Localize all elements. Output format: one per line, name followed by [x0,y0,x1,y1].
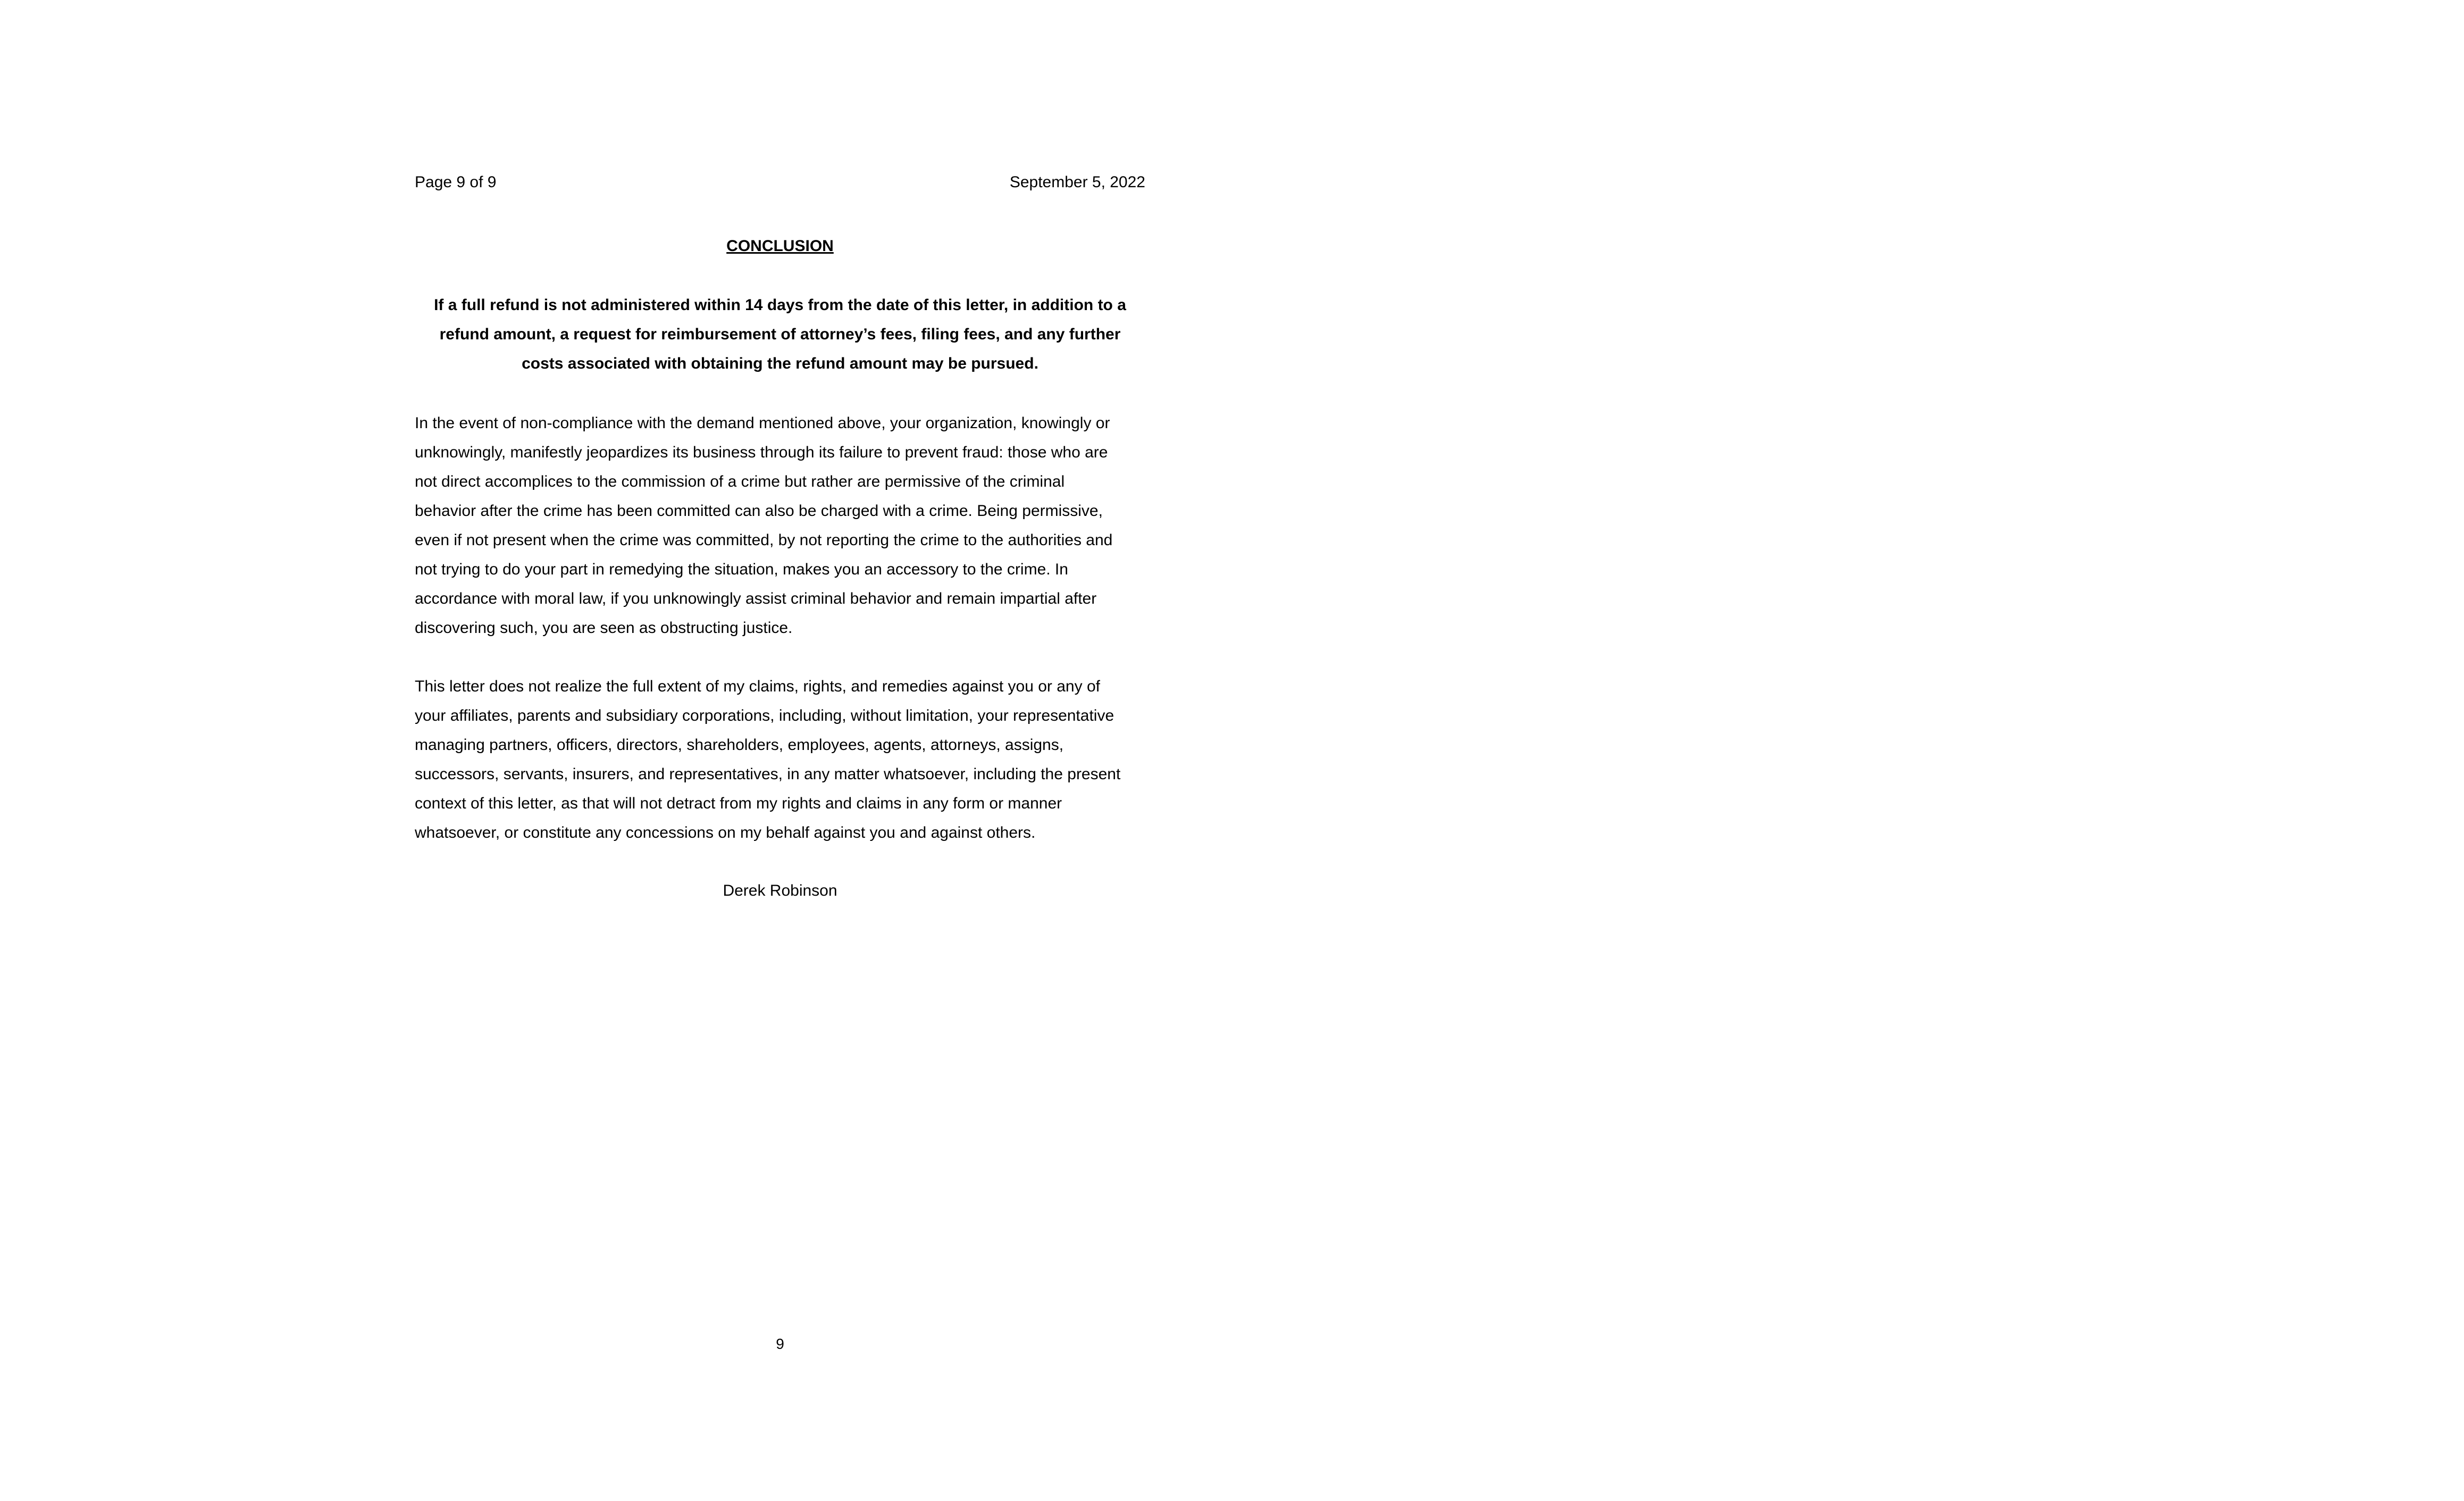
text-line: managing partners, officers, directors, shareholders, employees, agents, attorneys, assigns, [415,736,1064,754]
text-line: behavior after the crime has been committed can also be charged with a crime. Being permissive, [415,502,1103,520]
text-line: successors, servants, insurers, and representatives, in any matter whatsoever, including the present [415,765,1121,783]
text-line: whatsoever, or constitute any concessions on my behalf against you and against others. [415,824,1036,841]
section-title: CONCLUSION [726,237,834,255]
text-line: refund amount, a request for reimbursement of attorney’s fees, filing fees, and any further [439,326,1121,343]
text-line: This letter does not realize the full extent of my claims, rights, and remedies against you or any of [415,678,1100,695]
text-line: not direct accomplices to the commission of a crime but rather are permissive of the criminal [415,473,1065,490]
text-line: even if not present when the crime was committed, by not reporting the crime to the authorities and [415,531,1113,549]
text-line: not trying to do your part in remedying the situation, makes you an accessory to the crime. In [415,561,1068,578]
letter-date: September 5, 2022 [1009,173,1145,191]
signature-name: Derek Robinson [723,882,837,899]
text-line: In the event of non-compliance with the demand mentioned above, your organization, knowingly or [415,414,1110,432]
page-count: Page 9 of 9 [415,173,497,191]
text-line: discovering such, you are seen as obstructing justice. [415,619,793,637]
page-number: 9 [776,1336,784,1352]
text-line: If a full refund is not administered within 14 days from the date of this letter, in addition to a [434,296,1126,314]
non-compliance-paragraph [415,408,1145,643]
text-line: unknowingly, manifestly jeopardizes its business through its failure to prevent fraud: those who are [415,444,1108,461]
text-line: your affiliates, parents and subsidiary corporations, including, without limitation, your representative [415,707,1114,724]
page-header [415,168,1145,197]
text-line: accordance with moral law, if you unknowingly assist criminal behavior and remain impartial after [415,590,1097,607]
text-line: context of this letter, as that will not detract from my rights and claims in any form or manner [415,795,1062,812]
refund-demand-paragraph [415,290,1145,378]
text-line: costs associated with obtaining the refund amount may be pursued. [522,355,1038,372]
reservation-of-rights-paragraph [415,672,1145,847]
